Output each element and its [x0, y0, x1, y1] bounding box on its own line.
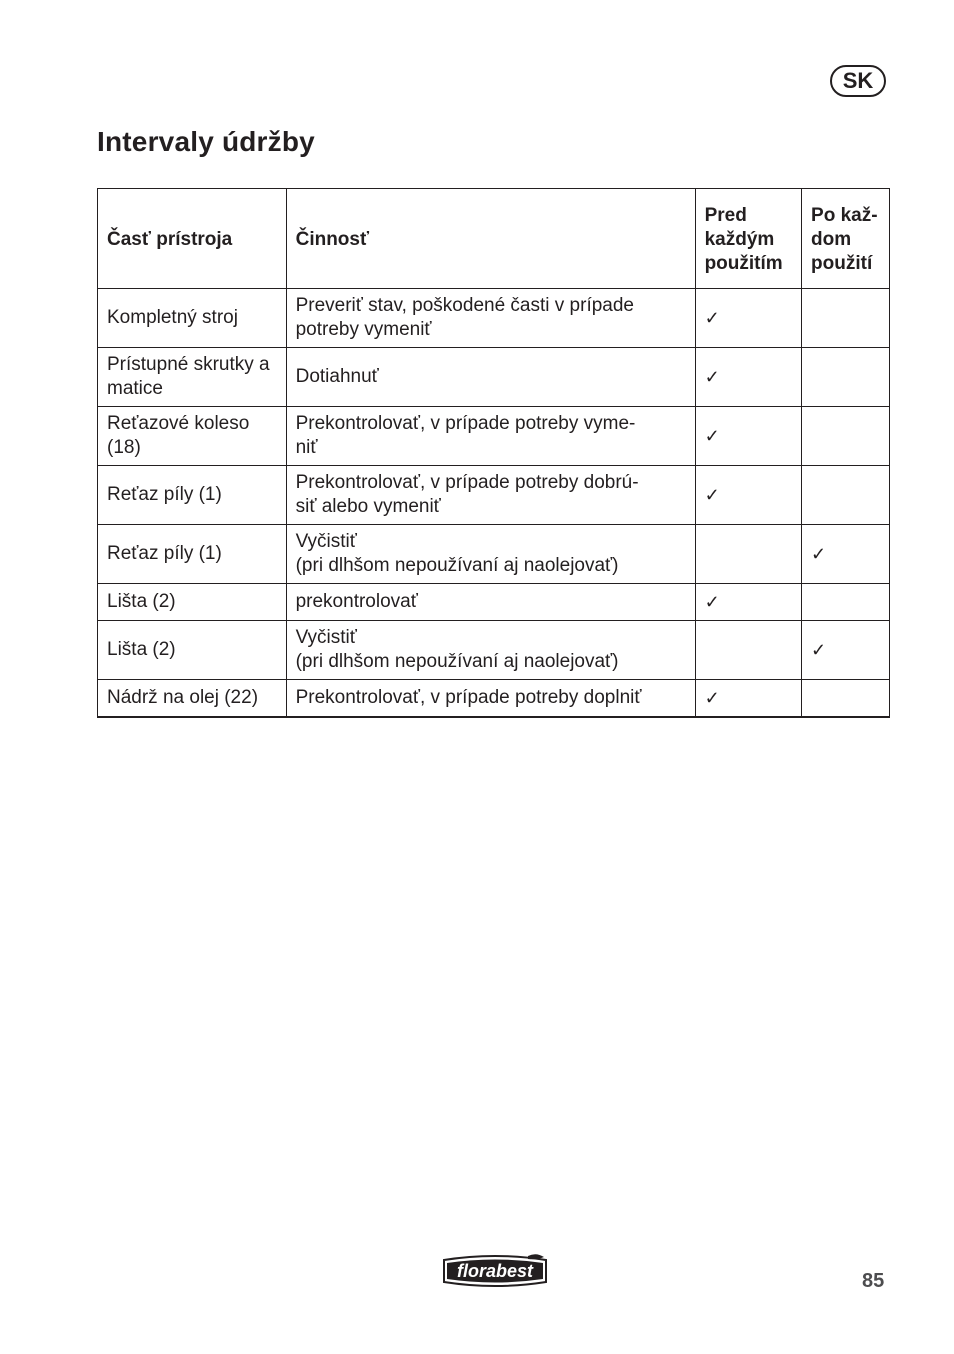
after-use-check — [802, 407, 890, 466]
part-cell: Reťaz píly (1) — [98, 466, 287, 525]
after-use-check — [802, 466, 890, 525]
table-row — [98, 525, 890, 584]
column-header-before-use: Pred každým použitím — [695, 189, 801, 289]
maintenance-interval-table — [97, 188, 890, 718]
after-use-check: ✓ — [802, 525, 890, 584]
part-cell: Kompletný stroj — [98, 289, 287, 348]
table-row — [98, 621, 890, 680]
activity-cell: Vyčistiť (pri dlhšom nepoužívaní aj naolejovať) — [286, 621, 695, 680]
activity-cell: Prekontrolovať, v prípade potreby doplniť — [286, 680, 695, 717]
table-row — [98, 466, 890, 525]
part-cell: Reťazové koleso (18) — [98, 407, 287, 466]
before-use-check: ✓ — [695, 680, 801, 717]
language-badge: SK — [830, 65, 886, 97]
after-use-check — [802, 584, 890, 621]
after-use-check — [802, 348, 890, 407]
part-cell: Reťaz píly (1) — [98, 525, 287, 584]
part-cell: Lišta (2) — [98, 621, 287, 680]
after-use-check — [802, 289, 890, 348]
part-cell: Nádrž na olej (22) — [98, 680, 287, 717]
activity-cell: Vyčistiť (pri dlhšom nepoužívaní aj naolejovať) — [286, 525, 695, 584]
column-header-after-use: Po kaž- dom použití — [802, 189, 890, 289]
table-row — [98, 348, 890, 407]
logo-text: florabest — [456, 1261, 534, 1281]
before-use-check — [695, 525, 801, 584]
column-header-part: Časť prístroja — [98, 189, 287, 289]
after-use-check — [802, 680, 890, 717]
table-row — [98, 680, 890, 717]
before-use-check: ✓ — [695, 348, 801, 407]
activity-cell: Prekontrolovať, v prípade potreby vyme- niť — [286, 407, 695, 466]
table-header-row — [98, 189, 890, 289]
part-cell: Prístupné skrutky a matice — [98, 348, 287, 407]
after-use-check: ✓ — [802, 621, 890, 680]
activity-cell: prekontrolovať — [286, 584, 695, 621]
activity-cell: Preveriť stav, poškodené časti v prípade potreby vymeniť — [286, 289, 695, 348]
before-use-check: ✓ — [695, 584, 801, 621]
table-row — [98, 289, 890, 348]
activity-cell: Dotiahnuť — [286, 348, 695, 407]
table-row — [98, 584, 890, 621]
before-use-check — [695, 621, 801, 680]
table-row — [98, 407, 890, 466]
activity-cell: Prekontrolovať, v prípade potreby dobrú- siť alebo vymeniť — [286, 466, 695, 525]
part-cell: Lišta (2) — [98, 584, 287, 621]
page-title: Intervaly údržby — [97, 126, 315, 157]
before-use-check: ✓ — [695, 289, 801, 348]
before-use-check: ✓ — [695, 466, 801, 525]
column-header-activity: Činnosť — [286, 189, 695, 289]
page-number: 85 — [862, 1270, 885, 1292]
before-use-check: ✓ — [695, 407, 801, 466]
florabest-logo — [440, 1254, 550, 1288]
